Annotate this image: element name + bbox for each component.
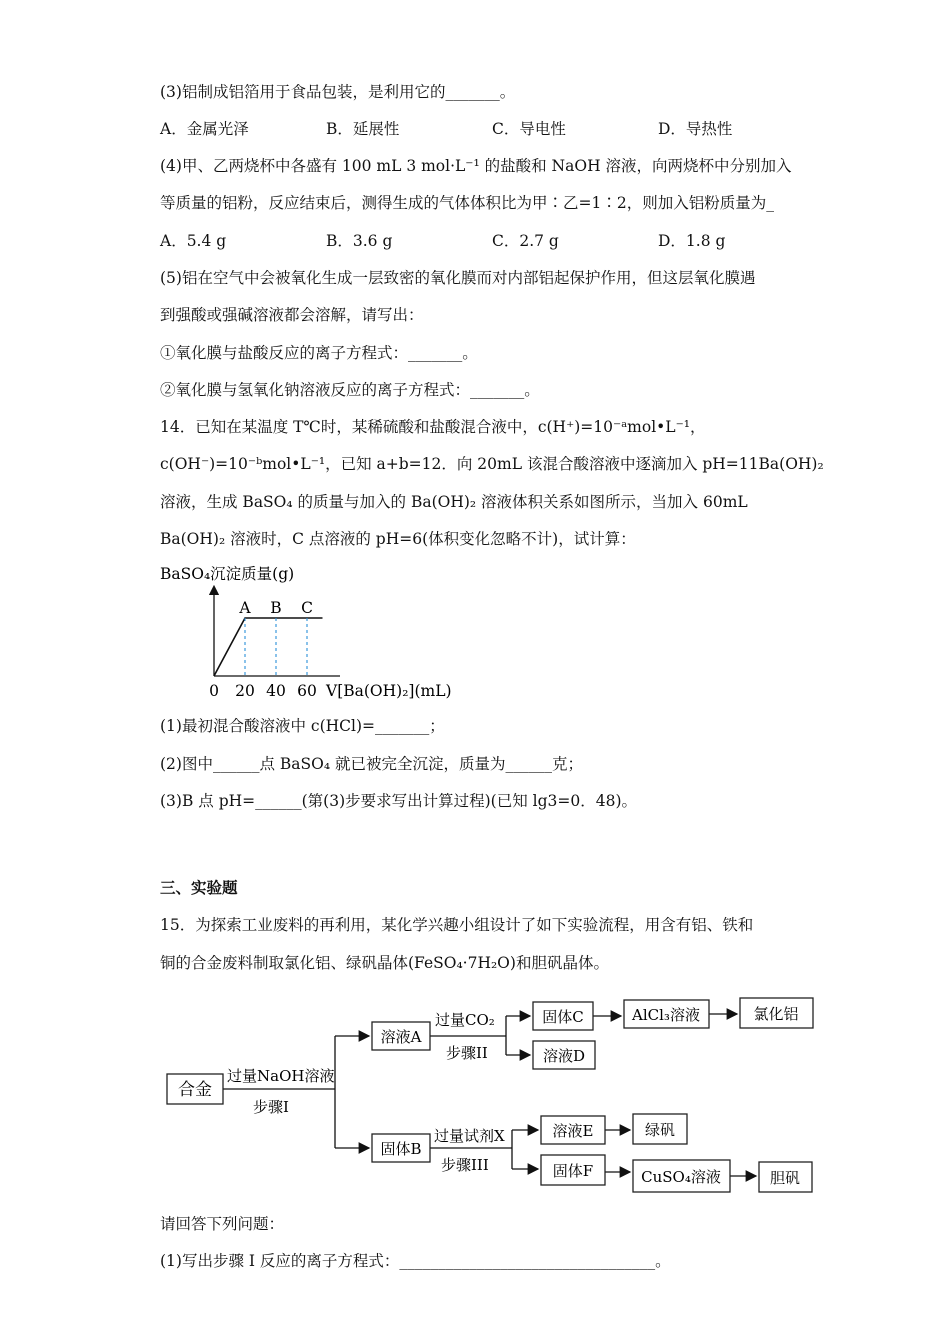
q13-p3-option-c: C．导电性 [492,120,566,138]
q13-part5-a: ①氧化膜与盐酸反应的离子方程式：_______。 [160,344,478,362]
flow-label-step1: 步骤I [253,1098,289,1116]
q15-line2: 铜的合金废料制取氯化铝、绿矾晶体(FeSO₄·7H₂O)和胆矾晶体。 [160,954,609,972]
flow-label-alcl3-solution: AlCl₃溶液 [632,1006,700,1024]
q13-p4-option-c: C．2.7 g [492,232,559,250]
q13-p3-option-d: D．导热性 [658,120,733,138]
flow-label-step2: 步骤II [446,1044,488,1062]
q13-part5-line1: (5)铝在空气中会被氧化生成一层致密的氧化膜而对内部铝起保护作用，但这层氧化膜遇 [160,269,756,287]
chart-point-label-a: A [239,599,251,617]
flow-label-solution-d: 溶液D [542,1047,586,1065]
chart-point-label-b: B [270,599,282,617]
flow-label-reagent3: 过量试剂X [434,1127,505,1145]
q14-sub1: (1)最初混合酸溶液中 c(HCl)=_______； [160,717,445,735]
flow-label-solution-e: 溶液E [552,1122,594,1140]
chart-y-label: BaSO₄沉淀质量(g) [160,565,295,583]
flow-label-step3: 步骤III [441,1156,489,1174]
flow-label-aluminium-chloride: 氯化铝 [753,1005,799,1023]
flow-label-solid-f: 固体F [552,1162,594,1180]
q15-line1: 15．为探索工业废料的再利用，某化学兴趣小组设计了如下实验流程，用含有铝、铁和 [160,916,754,934]
flow-label-cuso4-solution: CuSO₄溶液 [641,1168,721,1186]
flow-diagram [0,990,950,1205]
q15-sub1: (1)写出步骤 I 反应的离子方程式：_________________________________。 [160,1252,671,1270]
q13-part3: (3)铝制成铝箔用于食品包装，是利用它的_______。 [160,83,516,101]
q14-sub3: (3)B 点 pH=______(第(3)步要求写出计算过程)(已知 lg3=0．48)。 [160,792,638,810]
chart-x-tick-40: 40 [266,682,286,700]
q13-part5-line2: 到强酸或强碱溶液都会溶解，请写出： [160,306,424,324]
q13-p4-option-d: D．1.8 g [658,232,726,250]
q14-line4: Ba(OH)₂ 溶液时，C 点溶液的 pH=6(体积变化忽略不计)，试计算： [160,530,636,548]
q15-prompt: 请回答下列问题： [160,1215,285,1233]
flow-label-alloy: 合金 [178,1080,212,1100]
section-heading-experiment: 三、实验题 [160,879,238,897]
flow-label-blue-vitriol: 胆矾 [769,1169,801,1187]
q13-part4-line1: (4)甲、乙两烧杯中各盛有 100 mL 3 mol·L⁻¹ 的盐酸和 NaOH 溶液，向两烧杯中分别加入 [160,157,792,175]
q13-p3-option-b: B．延展性 [326,120,400,138]
flow-label-solid-b: 固体B [380,1140,422,1158]
flow-label-green-vitriol: 绿矾 [644,1121,676,1139]
chart-x-tick-60: 60 [297,682,317,700]
q13-p4-option-a: A．5.4 g [160,232,227,250]
q14-line2: c(OH⁻)=10⁻ᵇmol•L⁻¹，已知 a+b=12．向 20mL 该混合酸溶液中逐滴加入 pH=11Ba(OH)₂ [160,455,824,473]
chart-x-tick-0: 0 [209,682,219,700]
q14-sub2: (2)图中______点 BaSO₄ 就已被完全沉淀，质量为______克； [160,755,583,773]
chart-series-line [214,618,323,676]
flow-label-solution-a: 溶液A [380,1028,422,1046]
q13-p4-option-b: B．3.6 g [326,232,393,250]
q13-p3-option-a: A．金属光泽 [160,120,249,138]
chart-point-label-c: C [301,599,313,617]
q14-line3: 溶液，生成 BaSO₄ 的质量与加入的 Ba(OH)₂ 溶液体积关系如图所示，当加入 60mL [160,493,748,511]
flow-label-reagent2: 过量CO₂ [435,1011,495,1029]
flow-label-reagent1: 过量NaOH溶液 [227,1067,335,1085]
flow-label-solid-c: 固体C [542,1008,584,1026]
q13-part5-b: ②氧化膜与氢氧化钠溶液反应的离子方程式：_______。 [160,381,540,399]
q14-line1: 14．已知在某温度 T℃时，某稀硫酸和盐酸混合液中，c(H⁺)=10⁻ᵃmol•L⁻¹， [160,418,706,436]
q13-part4-line2: 等质量的铝粉，反应结束后，测得生成的气体体积比为甲∶乙=1∶2，则加入铝粉质量为_ [160,194,774,212]
chart-x-label: V[Ba(OH)₂](mL) [326,682,452,700]
precipitate-chart [150,560,470,710]
chart-x-tick-20: 20 [235,682,255,700]
